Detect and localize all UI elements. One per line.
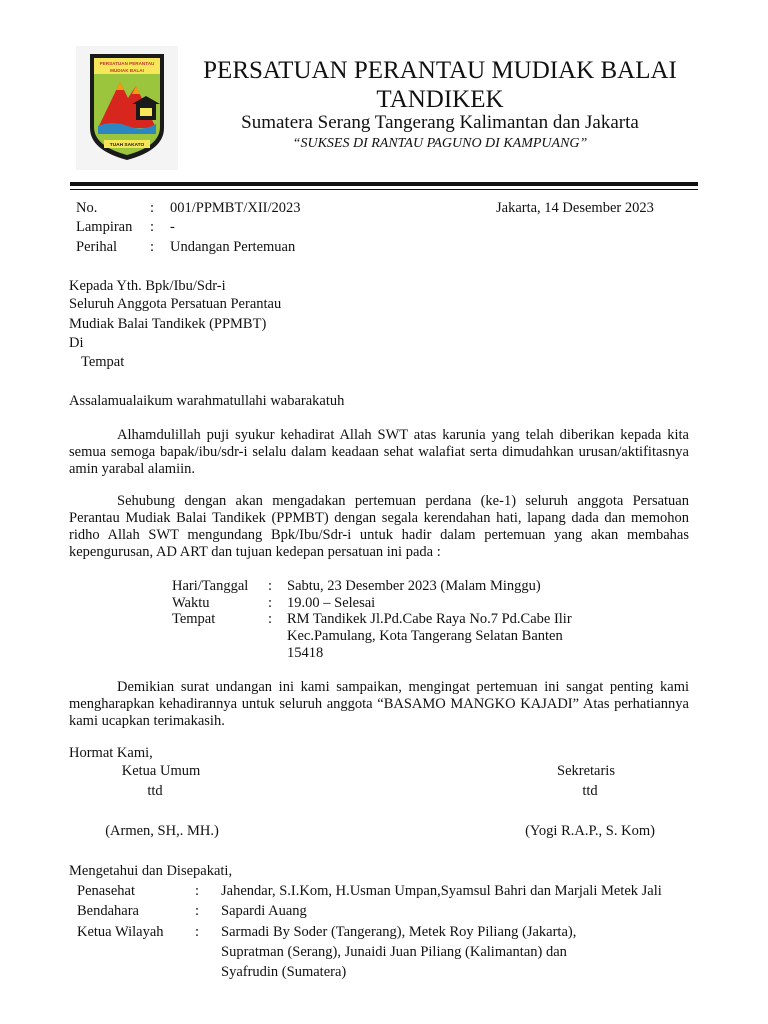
- ack-value-advisor: Jahendar, S.I.Kom, H.Usman Umpan,Syamsul Bahri dan Marjali Metek Jali: [221, 883, 662, 899]
- signature-mark-chair: ttd: [147, 783, 163, 799]
- acknowledged-heading: Mengetahui dan Disepakati,: [69, 863, 233, 879]
- closing-salutation: Hormat Kami,: [69, 745, 153, 761]
- recipient-line: Mudiak Balai Tandikek (PPMBT): [69, 316, 267, 332]
- svg-text:MUDIAK BALAI: MUDIAK BALAI: [110, 68, 144, 73]
- meta-label-number: No.: [76, 200, 98, 216]
- organization-regions: Sumatera Serang Tangerang Kalimantan dan Jakarta: [241, 112, 639, 133]
- signatory-title-chair: Ketua Umum: [121, 763, 201, 779]
- ack-value-regional-head: Sarmadi By Soder (Tangerang), Metek Roy Piliang (Jakarta),: [221, 924, 577, 940]
- ack-sep: :: [195, 903, 200, 919]
- meta-label-subject: Perihal: [76, 239, 118, 255]
- organization-title: PERSATUAN PERANTAU MUDIAK BALAI TANDIKEK: [203, 57, 677, 113]
- recipient-line: Kepada Yth. Bpk/Ibu/Sdr-i: [69, 278, 226, 294]
- recipient-line: Di: [69, 335, 84, 351]
- event-value-place: 15418: [287, 645, 324, 661]
- event-sep: :: [268, 595, 273, 611]
- meta-value-number: 001/PPMBT/XII/2023: [170, 200, 301, 216]
- ack-value-treasurer: Sapardi Auang: [221, 903, 307, 919]
- letterhead-divider-thin: [70, 189, 698, 190]
- recipient-line: Tempat: [81, 354, 125, 370]
- paragraph-closing: [69, 679, 689, 730]
- paragraph-text: Alhamdulillah puji syukur kehadirat Allah SWT atas karunia yang telah diberikan kepada kita semua semoga bapak/ibu/sdr-i selalu dalam keadaan sehat walafiat serta dimudahkan urusan/aktifitasnya amin yarabal alamiin.: [69, 427, 689, 477]
- event-value-time: 19.00 – Selesai: [287, 595, 376, 611]
- ack-label-treasurer: Bendahara: [77, 903, 139, 919]
- meta-sep: :: [150, 200, 155, 216]
- letter-date: Jakarta, 14 Desember 2023: [496, 200, 654, 216]
- event-label-day: Hari/Tanggal: [172, 578, 249, 594]
- event-label-time: Waktu: [172, 595, 210, 611]
- meta-label-attachment: Lampiran: [76, 219, 133, 235]
- recipient-line: Seluruh Anggota Persatuan Perantau: [69, 296, 282, 312]
- organization-motto: “SUKSES DI RANTAU PAGUNO DI KAMPUANG”: [292, 136, 588, 151]
- event-value-place: RM Tandikek Jl.Pd.Cabe Raya No.7 Pd.Cabe Ilir: [287, 611, 572, 627]
- signatory-name-chair: (Armen, SH,. MH.): [105, 823, 219, 839]
- paragraph-text: Demikian surat undangan ini kami sampaikan, mengingat pertemuan ini sangat penting kami mengharapkan kehadirannya untuk seluruh anggota “BASAMO MANGKO KAJADI” Atas perhatiannya kami ucapkan terimakasih.: [69, 679, 689, 729]
- signature-mark-secretary: ttd: [582, 783, 598, 799]
- signatory-title-secretary: Sekretaris: [557, 763, 615, 779]
- meta-value-subject: Undangan Pertemuan: [170, 239, 296, 255]
- ack-value-regional-head: Syafrudin (Sumatera): [221, 964, 347, 980]
- ack-label-regional-head: Ketua Wilayah: [77, 924, 164, 940]
- meta-sep: :: [150, 239, 155, 255]
- letterhead-divider-thick: [70, 182, 698, 186]
- logo-emblem-icon: [76, 46, 178, 170]
- logo-banner-text: PERSATUAN PERANTAU: [99, 61, 155, 66]
- meta-sep: :: [150, 219, 155, 235]
- ack-value-regional-head: Supratman (Serang), Junaidi Juan Piliang (Kalimantan) dan: [221, 944, 567, 960]
- paragraph-invitation: [69, 493, 689, 561]
- event-sep: :: [268, 578, 273, 594]
- event-label-place: Tempat: [172, 611, 216, 627]
- signatory-name-secretary: (Yogi R.A.P., S. Kom): [525, 823, 655, 839]
- paragraph-opening: [69, 427, 689, 478]
- event-value-place: Kec.Pamulang, Kota Tangerang Selatan Banten: [287, 628, 563, 644]
- logo-ribbon-text: TUAH SAKATO: [109, 143, 145, 148]
- event-sep: :: [268, 611, 273, 627]
- ack-sep: :: [195, 883, 200, 899]
- event-value-day: Sabtu, 23 Desember 2023 (Malam Minggu): [287, 578, 541, 594]
- paragraph-text: Sehubung dengan akan mengadakan pertemuan perdana (ke-1) seluruh anggota Persatuan Perantau Mudiak Balai Tandikek (PPMBT) dengan segala kerendahan hati, lapang dada dan memohon ridho Allah SWT mengundang Bpk/Ibu/Sdr-i untuk hadir dalam pertemuan yang akan membahas kepengurusan, AD ART dan tujuan kedepan persatuan ini pada :: [69, 493, 689, 560]
- meta-value-attachment: -: [170, 219, 175, 235]
- organization-logo: [76, 46, 178, 170]
- greeting: Assalamualaikum warahmatullahi wabarakatuh: [69, 393, 345, 409]
- ack-sep: :: [195, 924, 200, 940]
- ack-label-advisor: Penasehat: [77, 883, 135, 899]
